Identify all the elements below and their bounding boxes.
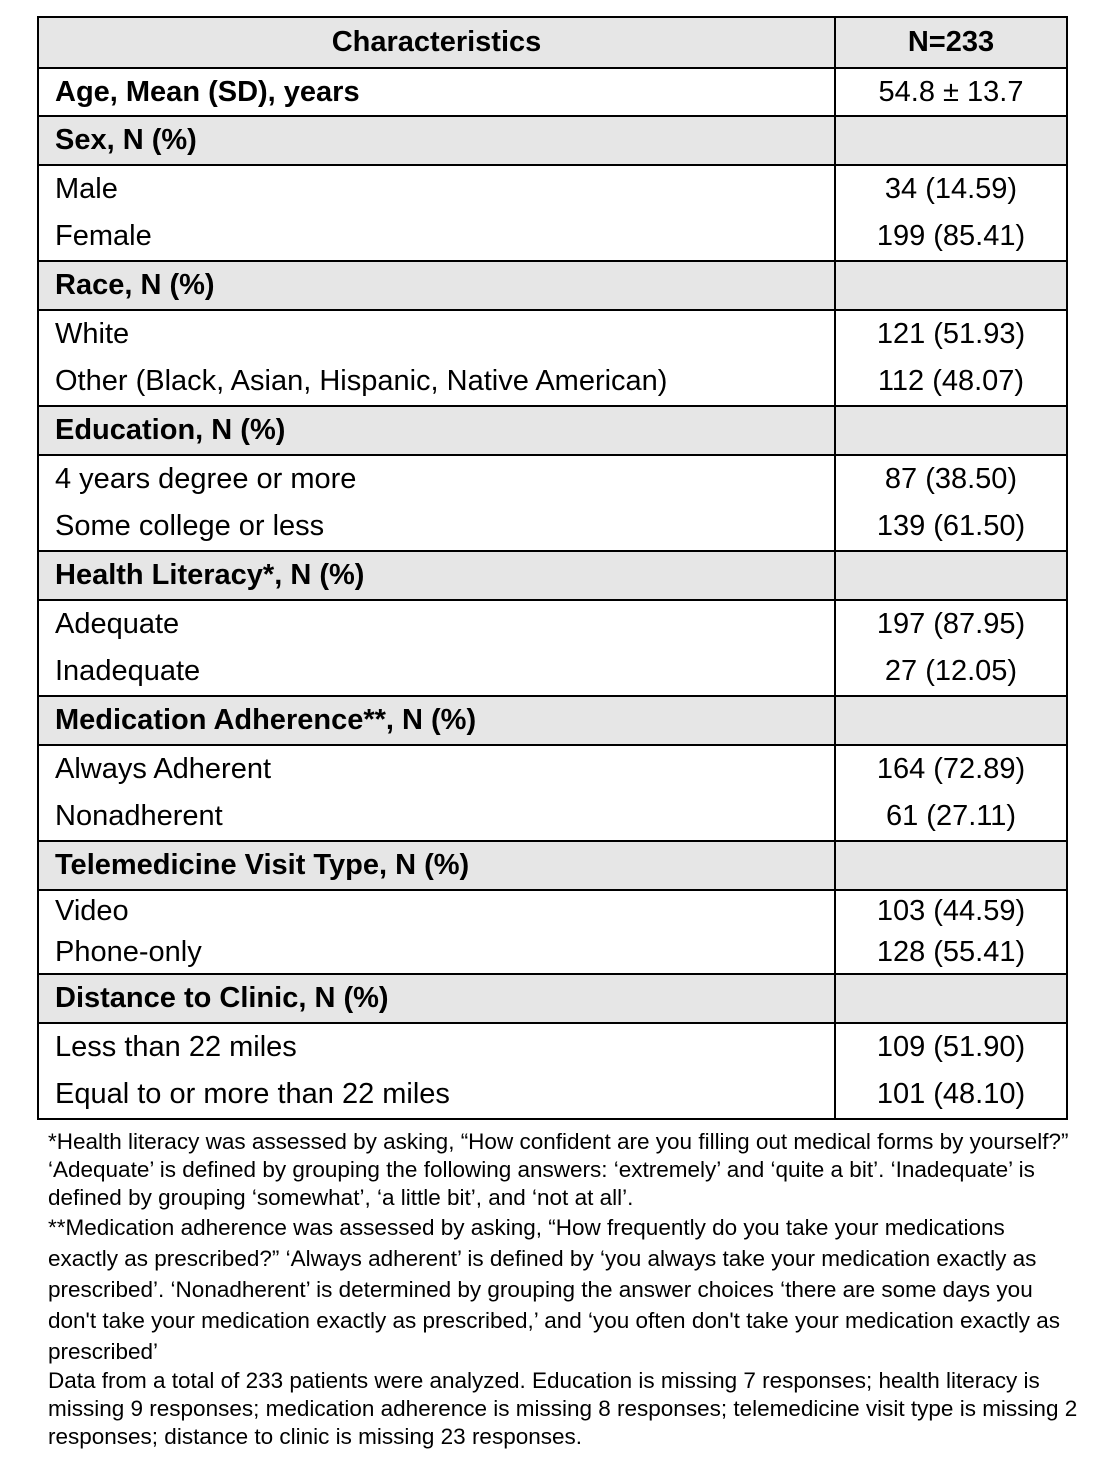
section-value-empty (835, 551, 1067, 600)
section-title: Telemedicine Visit Type, N (%) (38, 841, 835, 890)
row-value: 199 (85.41) (835, 213, 1067, 261)
footnotes (48, 1128, 1078, 1451)
row-value: 103 (44.59) (835, 890, 1067, 932)
section-header-row (38, 406, 1067, 455)
table-row (38, 213, 1067, 261)
row-label: Inadequate (38, 648, 835, 696)
section-title: Distance to Clinic, N (%) (38, 974, 835, 1023)
row-value: 34 (14.59) (835, 165, 1067, 213)
row-value: 139 (61.50) (835, 503, 1067, 551)
header-n: N=233 (835, 17, 1067, 68)
characteristics-table (37, 16, 1068, 1120)
table-row (38, 890, 1067, 932)
section-value-empty (835, 116, 1067, 165)
section-title: Education, N (%) (38, 406, 835, 455)
row-value: 128 (55.41) (835, 932, 1067, 974)
table-row (38, 1071, 1067, 1119)
table-row (38, 600, 1067, 648)
table-row (38, 310, 1067, 358)
row-label: Equal to or more than 22 miles (38, 1071, 835, 1119)
section-value-empty (835, 974, 1067, 1023)
section-header-row (38, 841, 1067, 890)
row-label: Some college or less (38, 503, 835, 551)
footnote-data-note: Data from a total of 233 patients were analyzed. Education is missing 7 responses; health literacy is missing 9 responses; medication adherence is missing 8 responses; telemedicine visit type is missing 2 responses; distance to clinic is missing 23 responses. (48, 1368, 1078, 1449)
section-header-row (38, 551, 1067, 600)
row-value: 197 (87.95) (835, 600, 1067, 648)
table-row (38, 745, 1067, 793)
footnote-health-literacy: *Health literacy was assessed by asking, “How confident are you filling out medical forms by yourself?” ‘Adequate’ is defined by grouping the following answers: ‘extremely’ and ‘quite a bit’. ‘Inadequate’ is defined by grouping ‘somewhat’, ‘a little bit’, and ‘not at all’. (48, 1129, 1069, 1210)
row-label: Less than 22 miles (38, 1023, 835, 1071)
row-label: Male (38, 165, 835, 213)
table-row (38, 503, 1067, 551)
row-label: Nonadherent (38, 793, 835, 841)
table-row (38, 455, 1067, 503)
table-row (38, 793, 1067, 841)
row-value: 112 (48.07) (835, 358, 1067, 406)
footnote-medication-adherence: **Medication adherence was assessed by asking, “How frequently do you take your medications exactly as prescribed?” ‘Always adherent’ is defined by ‘you always take your medication exactly as prescribed’. ‘Nonadherent’ is determined by grouping the answer choices ‘there are some days you don't take your medication exactly as prescribed,’ and ‘you often don't take your medication exactly as prescribed’ (48, 1215, 1061, 1364)
section-value-empty (835, 406, 1067, 455)
section-value-empty (835, 696, 1067, 745)
row-label: Always Adherent (38, 745, 835, 793)
age-label: Age, Mean (SD), years (38, 68, 835, 116)
row-label: White (38, 310, 835, 358)
row-value: 121 (51.93) (835, 310, 1067, 358)
row-value: 27 (12.05) (835, 648, 1067, 696)
row-label: Female (38, 213, 835, 261)
section-header-row (38, 261, 1067, 310)
section-title: Sex, N (%) (38, 116, 835, 165)
row-value: 87 (38.50) (835, 455, 1067, 503)
section-header-row (38, 116, 1067, 165)
section-header-row (38, 696, 1067, 745)
table-row (38, 165, 1067, 213)
section-value-empty (835, 841, 1067, 890)
row-value: 109 (51.90) (835, 1023, 1067, 1071)
section-title: Health Literacy*, N (%) (38, 551, 835, 600)
table-row (38, 648, 1067, 696)
table-row (38, 358, 1067, 406)
section-title: Race, N (%) (38, 261, 835, 310)
row-label: Other (Black, Asian, Hispanic, Native American) (38, 358, 835, 406)
header-row (38, 17, 1067, 68)
row-value: 101 (48.10) (835, 1071, 1067, 1119)
age-row (38, 68, 1067, 116)
section-value-empty (835, 261, 1067, 310)
age-value: 54.8 ± 13.7 (835, 68, 1067, 116)
header-characteristics: Characteristics (38, 17, 835, 68)
row-label: 4 years degree or more (38, 455, 835, 503)
row-value: 164 (72.89) (835, 745, 1067, 793)
row-label: Adequate (38, 600, 835, 648)
row-value: 61 (27.11) (835, 793, 1067, 841)
table-row (38, 932, 1067, 974)
row-label: Phone-only (38, 932, 835, 974)
table-row (38, 1023, 1067, 1071)
section-title: Medication Adherence**, N (%) (38, 696, 835, 745)
section-header-row (38, 974, 1067, 1023)
row-label: Video (38, 890, 835, 932)
